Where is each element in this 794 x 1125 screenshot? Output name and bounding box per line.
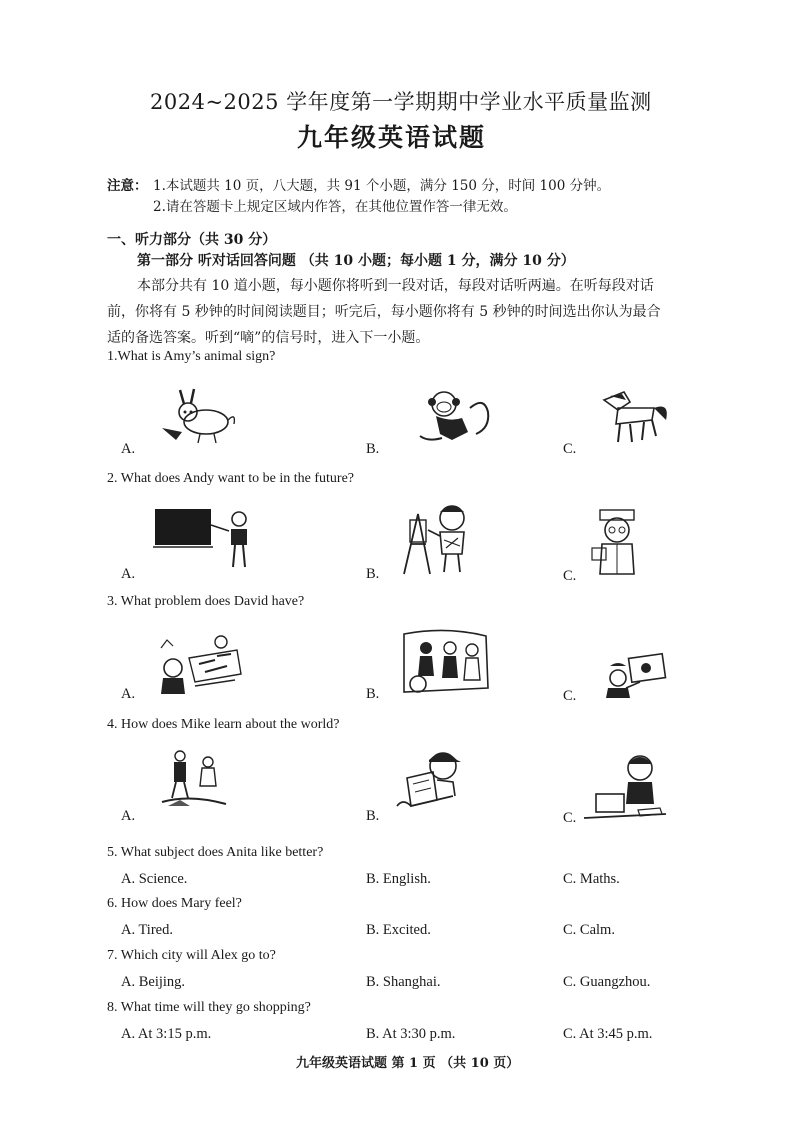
reading-picture — [393, 748, 465, 814]
q6-option-c[interactable]: C. Calm. — [563, 922, 615, 938]
teacher-picture — [153, 505, 257, 569]
horse-picture — [596, 390, 674, 448]
notice-line-2: 2.请在答题卡上规定区域内作答，在其他位置作答一律无效。 — [153, 199, 517, 215]
q2-option-b[interactable]: B. — [366, 566, 380, 582]
internet-picture — [582, 752, 668, 822]
instruction-line-3: 适的备选答案。听到“嘀”的信号时，进入下一小题。 — [107, 330, 430, 346]
q4-option-c[interactable]: C. — [563, 810, 577, 826]
travel-picture — [160, 748, 230, 808]
section-heading: 一、听力部分（共 30 分） — [107, 232, 277, 248]
q5-option-c[interactable]: C. Maths. — [563, 871, 620, 887]
artist-picture — [402, 500, 474, 576]
q1-option-c[interactable]: C. — [563, 441, 577, 457]
q1-option-b[interactable]: B. — [366, 441, 380, 457]
exam-title: 2024~2025 学年度第一学期期中学业水平质量监测 — [150, 90, 652, 114]
q3-option-a[interactable]: A. — [121, 686, 136, 702]
q6-option-b[interactable]: B. Excited. — [366, 922, 431, 938]
page-footer: 九年级英语试题 第 1 页 （共 10 页） — [296, 1056, 520, 1071]
question-3: 3. What problem does David have? — [107, 594, 305, 609]
instruction-line-1: 本部分共有 10 道小题，每小题你将听到一段对话，每段对话听两遍。在听每段对话 — [137, 278, 654, 294]
question-7: 7. Which city will Alex go to? — [107, 948, 276, 963]
question-8: 8. What time will they go shopping? — [107, 1000, 311, 1015]
instruction-line-2: 前，你将有 5 秒钟的时间阅读题目；听完后，每小题你将有 5 秒钟的时间选出你认为最合 — [107, 304, 661, 320]
classmates-picture — [400, 628, 492, 700]
q7-option-c[interactable]: C. Guangzhou. — [563, 974, 651, 990]
messy-room-picture — [155, 630, 245, 698]
q8-option-c[interactable]: C. At 3:45 p.m. — [563, 1026, 653, 1042]
q7-option-b[interactable]: B. Shanghai. — [366, 974, 441, 990]
q1-option-a[interactable]: A. — [121, 441, 136, 457]
q6-option-a[interactable]: A. Tired. — [121, 922, 173, 938]
rabbit-picture — [160, 388, 242, 446]
computer-game-picture — [600, 652, 670, 700]
q4-option-a[interactable]: A. — [121, 808, 136, 824]
q5-option-b[interactable]: B. English. — [366, 871, 431, 887]
exam-subtitle: 九年级英语试题 — [297, 123, 487, 152]
q8-option-a[interactable]: A. At 3:15 p.m. — [121, 1026, 212, 1042]
q5-option-a[interactable]: A. Science. — [121, 871, 188, 887]
part-heading: 第一部分 听对话回答问题 （共 10 小题；每小题 1 分，满分 10 分） — [137, 253, 575, 269]
question-5: 5. What subject does Anita like better? — [107, 845, 324, 860]
q3-option-c[interactable]: C. — [563, 688, 577, 704]
q2-option-c[interactable]: C. — [563, 568, 577, 584]
question-4: 4. How does Mike learn about the world? — [107, 717, 340, 732]
question-1: 1.What is Amy’s animal sign? — [107, 349, 276, 364]
question-6: 6. How does Mary feel? — [107, 896, 242, 911]
monkey-picture — [418, 388, 496, 446]
notice-label: 注意： — [107, 178, 148, 194]
scientist-picture — [588, 508, 650, 578]
q8-option-b[interactable]: B. At 3:30 p.m. — [366, 1026, 456, 1042]
q4-option-b[interactable]: B. — [366, 808, 380, 824]
q3-option-b[interactable]: B. — [366, 686, 380, 702]
q7-option-a[interactable]: A. Beijing. — [121, 974, 186, 990]
notice-line-1: 1.本试题共 10 页，八大题，共 91 个小题，满分 150 分，时间 100 分钟。 — [153, 178, 611, 194]
q2-option-a[interactable]: A. — [121, 566, 136, 582]
question-2: 2. What does Andy want to be in the future? — [107, 471, 355, 486]
